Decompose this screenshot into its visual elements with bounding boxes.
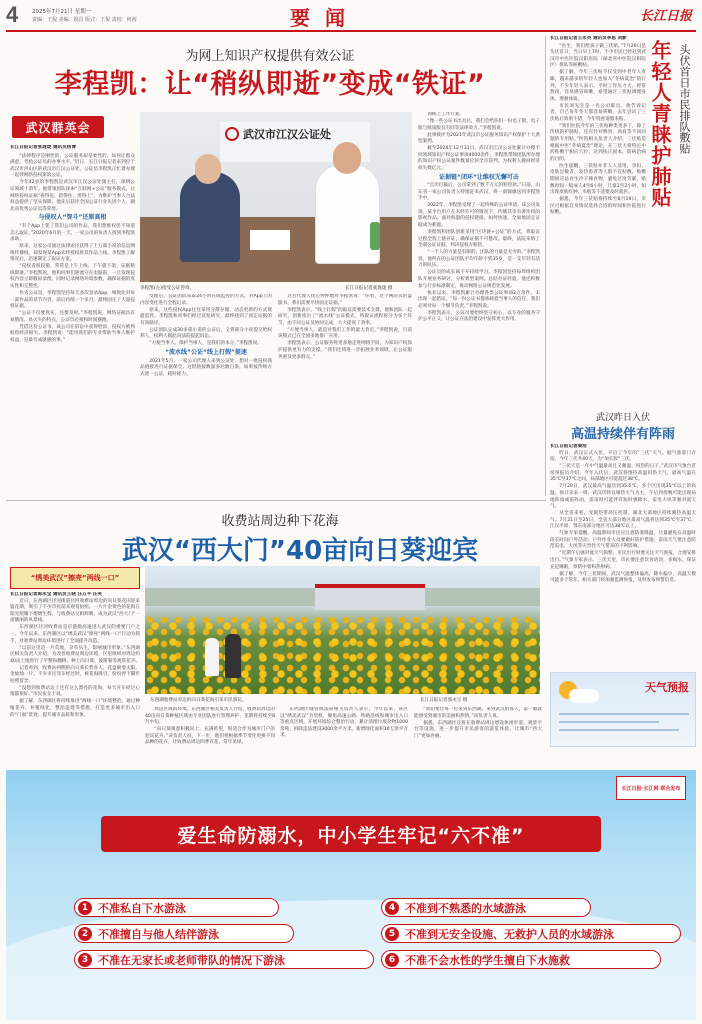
rule-text: 不准擅自与他人结伴游泳 xyxy=(98,927,219,941)
sunflower-left-1: 近日，东西湖区径河街道径河收费站周边的向日葵花田迎来盛花期，吸引了不少市民前来观赏拍照。一片片金黄色的花海在阳光照耀下熠熠生辉，与收费站交相辉映，成为武汉“西大门”一道靓丽的风景线。 xyxy=(10,598,140,624)
lead-body2-4: “方便当事人、保护当事人，是我们的本分。”李程凯说。 xyxy=(149,341,262,347)
heat-body-2: “三伏天是一年中气温最高且又潮湿、闷热的日子。”武汉市气象台首席预报员介绍，今年入伏后，武汉将维持高温闷热天气，最高气温在35℃至37℃之间，局部地区可能超过38℃。 xyxy=(550,464,696,483)
heat-body-3: 7月20日，武汉最高气温达到35.6℃，多个区出现35℃以上的高温。预计未来一周，武汉仍将以晴热天气为主，午后到傍晚可能出现局地阵雨或雷阵雨，雷雨时可能伴有短时强降水、雷电大风等强对流天气。 xyxy=(550,484,696,510)
lead-byline: 长江日报记者张珑珑 通讯员杨博 xyxy=(10,145,76,150)
column-badge xyxy=(12,116,104,138)
right-body-3: 市民刘先生是一名公司职员，他告诉记者，自己每年冬天都容易咳嗽，去年尝试了三伏贴后效果不错，今年特意请假来贴。 xyxy=(550,103,646,122)
right-body-4: “我们医院今年的三伏贴种类更多了，除了传统的护肺贴，还有针对脾胃、颈肩等不同问题的专用贴。”医院相关负责人介绍，三伏贴是根据中医“冬病夏治”理论，在三伏天将特定中药贴敷于相应穴位，达到扶正固本、防病治病的目的。 xyxy=(550,123,646,162)
lead-col-2 xyxy=(140,294,272,494)
lead-body1-5: “公证不仅要真实，还要及时。”李程凯说，网络证据具有易篡改、易灭失的特点，公证员必须和时间赛跑。 xyxy=(10,311,135,323)
lead-body4-3: “方便当事人，就是对我们工作的最大肯定。”李程凯说，目前该模式已在全国多地推广应用。 xyxy=(278,327,412,340)
lead-body5-4: 截至2024年12月31日，武汉市江汉公证处累计办理不同领域知识产权公证事项4000余件，李程凯带领团队所办理的知识产权公证案件数量位居全市前列，为权利人挽回经济损失数亿元。 xyxy=(418,146,540,171)
lead-subhead-3: 证据链“闭环”让维权无懈可击 xyxy=(439,173,519,181)
lead-body6-1: “官司打赢后，公司拿到了数千万元的赔偿款。”日前，山东省一家公司负责人特地赶来武汉，将一面锦旗送到李程凯手中。 xyxy=(418,183,540,202)
lead-body4-1: 这名代理人忧心忡忡地对李程凯说：“你看，这个网站卖的盗版书，我们需要尽快固定证据。” xyxy=(278,294,412,306)
heat-body-5: 气象专家提醒，高温期间市民应注意防暑降温，尽量避免在高温时段长时间户外活动；户外作业人员要做好防护措施；雷雨天气要注意防范雷电、大风等灾害性天气带来的不利影响。 xyxy=(550,531,696,550)
lead-body5-1: 询线上工作方案。 xyxy=(427,112,464,117)
banner-headline: 爱生命防溺水，中小学生牢记“六不准” xyxy=(177,824,525,847)
rule-number: 4 xyxy=(385,901,399,915)
lead-kicker: 为网上知识产权提供有效公证 xyxy=(185,49,355,64)
lead-body1-4: 作为公证员，李程凯坚持每天多次登录App，细致比对每一部作品的章节内容，前后持续一个多月，最终固定了大量侵权证据。 xyxy=(10,291,135,310)
safety-banner xyxy=(6,770,696,1020)
lead-body4-2: 李程凯表示，“线上打假”的取证需要技术支撑。他和团队一起研究，创新推出了“流水线”公证模式，将取证流程拆分为多个环节，由不同公证员协同完成，大大提高了效率。 xyxy=(278,307,412,326)
right-body-5: 医生提醒，三伏贴并非人人适用，孕妇、皮肤过敏者、发热患者等人群不宜贴敷。贴敷期间应忌食生冷辛辣食物，避免过度劳累。贴敷时间一般成人4至6小时，儿童1至2小时，如出现皮肤红肿、水疱等不适要及时就医。 xyxy=(550,163,646,196)
lead-col-4 xyxy=(418,112,540,495)
sunflower-left-4: 记者看到，收费站两侧的向日葵长势喜人，花盘朝着太阳，金灿灿一片。不少市民驾车经过时，被花海吸引，纷纷停下脚步拍照留念。 xyxy=(10,665,140,684)
lead-body2-3: 公证团队完成30多部小说的公证后，又将部分小说提交给权利人，权利人据此向法院提起诉讼。 xyxy=(140,327,272,340)
lead-body3-1: 2021年5月，一家公司代理人来到公证处，想对一批侵权商品链接进行证据保全。这批链接数量多达数百条，如果按传统方式逐一公证，耗时耗力。 xyxy=(140,358,272,377)
lead-body1-2: 原来，这家公司通过法律途径获得了上万部小说的信息网络传播权，却发现某App未经授权将其作品上线。李程凯了解情况后，迅速制定了取证方案。 xyxy=(10,244,135,263)
lead-body1-6: 凭借这份公证书，该公司在诉讼中获得胜诉，侵权方被判赔偿经济损失。李程凯说：“能用我们的专业帮助当事人维护权益，是最有成就感的事。” xyxy=(10,324,135,343)
lead-body4-4: 李程凯表示，公证服务将更多地走进网络空间，为知识产权保护提供更有力的支撑。“我们还将进一步拓展业务领域，让公证服务惠及更多群众。” xyxy=(278,341,412,360)
rule-number: 6 xyxy=(385,953,399,967)
sunflower-mid-2: “向日葵寓意积极向上、充满希望，很适合作为城市门户的迎宾花卉。”该负责人说，下一步，他们将根据季节变化更换不同品种的花卉，让收费站周边四季有花、常年见绿。 xyxy=(145,727,275,746)
right-body-6: 据悉，今年三伏贴将持续至8月19日，市民可根据自身情况选择合适的时间和医院进行贴敷。 xyxy=(550,197,646,216)
heat-byline: 长江日报记者秦浩 xyxy=(550,444,587,449)
rule-item-1 xyxy=(74,898,279,917)
right-col-text xyxy=(550,36,646,406)
mid-rule xyxy=(6,500,546,501)
heat-kicker: 武汉昨日入伏 xyxy=(595,413,650,423)
sunflower-left-2: 东西湖区径河收费站是京港澳高速进入武汉的重要门户之一。今年以来，东西湖区以“绣美武汉”擦亮“两线一口”行动为抓手，对收费站周边环境进行了全面提升改造。 xyxy=(10,625,140,644)
brand-logo: 长江日报 xyxy=(639,9,692,24)
rule-text: 不准不会水性的学生擅自下水施救 xyxy=(405,953,570,967)
heat-headline: 高温持续伴有阵雨 xyxy=(570,427,675,442)
lead-body6-7: 李程凯表示，公证员要始终坚守初心，以专业的服务守护公平正义，让公证在法治建设中发挥更大作用。 xyxy=(418,310,540,323)
weather-cloud-icon xyxy=(569,689,599,703)
lead-subhead-2: “流水线”公证“线上打假”提速 xyxy=(165,348,247,356)
lead-headline: 李程凯：让“稍纵即逝”变成“铁证” xyxy=(54,69,486,100)
lead-intro-2: 今年42岁的李程凯是武汉市江汉公证处副主任，深耕公证领域十余年。他带领团队探索“互联网+公证”服务模式，让网络侵权证据“看得见、留得住、用得上”，为维护当事人合法权益提供了坚实保障。他先后获评全国公证行业先进个人、湖北省优秀公证员等荣誉。 xyxy=(10,180,135,212)
lead-photo xyxy=(140,112,412,282)
sunflower-photo xyxy=(145,566,540,694)
page-header xyxy=(0,0,702,32)
rule-item-6 xyxy=(381,950,661,969)
heat-body-7: 据了解，今年三伏期间，武汉气温整体偏高，降水偏少，高温天数可能多于常年。相关部门将加强监测预报，及时发布预警信息。 xyxy=(550,571,696,584)
right-vertical-kicker: 头伏首日市民排队敷贴 xyxy=(678,44,691,154)
editor-line: 责编：王倪 美编：倪昌 版式：王倪 责校：何茜 xyxy=(32,17,137,23)
sunflower-headline: 武汉“西大门”40亩向日葵迎宾 xyxy=(121,536,479,566)
column-badge-label: 武汉群英会 xyxy=(25,120,91,135)
lead-subhead-1: 与侵权人“智斗”还原真相 xyxy=(38,214,107,222)
rule-text: 不准在无家长或老师带队的情况下游泳 xyxy=(98,953,285,967)
person-left xyxy=(180,172,240,262)
lead-body2-2: 原来，这些侵权App往往采用分散存储、动态更新的方式规避监管。李程凯和同事们经过反复研究，最终找到了固定证据的有效路径。 xyxy=(140,307,272,326)
header-rule xyxy=(6,30,696,32)
heat-text xyxy=(550,444,696,669)
rule-text: 不准到不熟悉的水域游泳 xyxy=(405,901,526,915)
sunflower-right-2: “我们要让每一位来到东西湖、来到武汉的客人，第一眼就能感受到城市的美丽和热情。”该负责人说。 xyxy=(414,707,542,719)
lead-body1-1: “有个App上架了我们公司的作品，我们想维权但不知道怎么取证。”2020年6月的一天，一家公司的负责人找到李程凯求助。 xyxy=(10,223,135,243)
sunflower-right-3: 据悉，东西湖区还将在收费站周边增设休闲步道、观景平台等设施，进一步提升市民游客的游览体验，让城市“西大门”更加亮丽。 xyxy=(414,720,542,739)
lead-col-3 xyxy=(278,294,412,494)
sunflower-col-left xyxy=(10,592,140,762)
lead-body5-3: 此事被评为2021年武汉市公证服务知识产权保护十大典型案例。 xyxy=(418,132,540,145)
sunflower-photo-caption: 东西湖收费站旁边的向日葵花海引来市民游玩。 xyxy=(150,698,247,703)
rule-number: 1 xyxy=(78,901,92,915)
sunflower-mid-1: 周边区域的环境。东西湖区相关负责人介绍，收费站周边的40亩向日葵种植区域由专业团队进行管理养护，花期将持续至8月中旬。 xyxy=(145,707,275,726)
heat-body-6: “近期午后强对流天气频繁，市民出行时要关注天气预报，合理安排出行。”气象专家表示。三伏天里，市民要注意饮食清淡，多喝水，保证充足睡眠，预防中暑和热射病。 xyxy=(550,551,696,570)
right-byline: 长江日报记者王永英 通讯员李思 刘影 xyxy=(550,36,627,41)
lead-body6-6: 执业以来，李程凯累计办理各类公证事项2万余件，未出现一起错证。“每一份公证书都承载着当事人的信任，我们必须对每一个细节负责。”李程凯说。 xyxy=(418,290,540,309)
weather-label: 天气预报 xyxy=(645,681,689,694)
toll-building xyxy=(315,584,425,610)
sunflower-right-1: 东西湖区城管执法局相关负责人表示，今年以来，该区以“绣美武汉”为契机，聚焦高速公路、铁路沿线和城市出入口等重点区域，开展环境综合整治行动，累计清理垃圾杂物1000余吨，拆除违法建设3000余平方米，新增绿化面积10万余平方米。 xyxy=(280,707,408,739)
sunflower-left-3: “以前这里是一片荒地，杂草丛生，影响城市形象。”东西湖区相关负责人介绍，为改善收费站周边环境，区里组织对周边约40亩土地进行了平整和翻耕，种上向日葵、波斯菊等观赏花卉。 xyxy=(10,645,140,664)
heat-body-1: 昨日，武汉正式入伏，开启了今年的“三伏”天气。据气象部门介绍，今年三伏共40天，为“加长版”三伏。 xyxy=(550,450,696,463)
adult-figure xyxy=(225,634,241,678)
sunflower-col-right xyxy=(280,707,542,763)
lead-body2-1: 受理后，公证团队采取24小时在线监控的方式，对App上的内容变化进行全程记录。 xyxy=(140,294,272,306)
lead-col-1 xyxy=(10,145,135,495)
sunflower-left-5: “没想到收费站边上还有这么漂亮的花海，每天开车经过心情都很好。”市民张女士说。 xyxy=(10,685,140,698)
weather-box xyxy=(550,672,696,747)
sunflower-left-6: 据了解，东西湖区将持续推进“两线一口”环境整治，通过种植花卉、补植绿化、整治违建等措施，打造更多城市出入口的“门面”景观，提升城市品质和形象。 xyxy=(10,699,140,718)
right-body-2: 据了解，今年三伏贴不仅受到中老年人青睐，越来越多的年轻人也加入“冬病夏治”的行列。不少年轻人表示，平时工作压力大、经常熬夜，容易感冒咳嗽，希望通过三伏贴调理身体、增强体质。 xyxy=(550,70,646,102)
rule-text: 不准私自下水游泳 xyxy=(98,901,186,915)
section-title: 要 闻 xyxy=(290,6,349,30)
page-number: 4 xyxy=(6,2,19,27)
rule-number: 5 xyxy=(385,927,399,941)
lead-body1-3: “侵权者很狡猾，常常是上午上线、下午就下架，证据稍纵即逝。”李程凯说，他和同事们轮流守在电脑前，一旦发现侵权内容立即截屏录像，同时记录网络环境参数，确保证据的真实性和完整性。 xyxy=(10,264,135,290)
rule-item-5 xyxy=(381,924,681,943)
child-figure xyxy=(205,638,219,676)
rule-number: 2 xyxy=(78,927,92,941)
sunflower-badge xyxy=(10,567,140,589)
date-line: 2025年7月21日 星期一 xyxy=(32,9,92,15)
office-sign: 武汉市江汉公证处 xyxy=(225,126,331,142)
right-vertical-headline: 年轻人青睐护肺贴 xyxy=(648,40,672,208)
sunflower-byline: 长江日报记者郭永宝 通讯员王晓 汪五平 汪笑 xyxy=(10,592,103,597)
sunflower-badge-label: “绣美武汉”擦亮“两线一口” xyxy=(30,574,120,582)
sunflower-photo-credit: 长江日报记者郭永宝 摄 xyxy=(420,698,468,703)
lead-body5-2: “像一些公证书出具后，我们会给你们一份电子版，电子版与纸质版具有同等法律效力。”李程凯说。 xyxy=(418,118,540,131)
sponsor-label: 长江日报·长江网 联合发布 xyxy=(621,785,681,792)
sunflower-col-mid xyxy=(145,707,275,763)
lead-photo-caption: 李程凯(左)接受公证咨询。 xyxy=(140,286,195,291)
rule-number: 3 xyxy=(78,953,92,967)
lead-body6-2: 2022年，李程凯受理了一起特殊的公证申请。该公司发现，某平台用户在未经许可的情况下，传播其享有著作权的影视作品。面对海量的侵权链接，如何快速、全面地固定证据成为难题。 xyxy=(418,203,540,229)
sponsor-box xyxy=(616,776,686,800)
lead-body6-3: 李程凯和团队创新采用“区块链+公证”的方式，将取证过程全程上链存证，确保证据不可篡改。最终，法院采纳了全部公证证据，判决侵权方赔偿。 xyxy=(418,230,540,249)
sunflower-kicker: 收费站周边种下花海 xyxy=(221,514,339,529)
lead-intro-1: “法律程序是刚性的，公证服务却是柔性的。如何让群众满意，考验公证员的办事水平。”近日，长江日报记者来到位于武汉市洪山区的武汉市江汉公证处，公证员李程凯正忙着办理一起涉网络侵权案的公证。 xyxy=(10,153,135,179)
rule-text: 不准到无安全设施、无救护人员的水域游泳 xyxy=(405,927,614,941)
lead-body6-4: “一个人的力量是有限的，团队的力量是无穷的。”李程凯说，他所在的公证团队平均年龄不到35岁，是一支年轻有活力的队伍。 xyxy=(418,250,540,269)
heat-body-4: 从全省来看，受副热带高压控制，湖北大部地区持续晴热高温天气。7月21日至25日，全省大部分地区最高气温将达到35℃至37℃，江汉平原、鄂东南部分地区可达38℃以上。 xyxy=(550,511,696,530)
column-divider xyxy=(545,36,546,496)
rule-item-2 xyxy=(74,924,294,943)
right-body-1: “医生，我们给孩子做三伏贴。”7月20日是头伏首日，当日早上7时，不少市民已经赶到武汉市中医医院汉阳医院（湖北省中医院汉阳院区）排队等候敷贴。 xyxy=(550,43,646,69)
banner-headline-box xyxy=(101,816,601,852)
lead-photo-credit: 长江日报记者张珑珑 摄 xyxy=(345,286,393,291)
rule-item-3 xyxy=(74,950,374,969)
rule-item-4 xyxy=(381,898,591,917)
lead-body6-5: 公证员的成长离不开持续学习。李程凯坚持每周组织团队开展业务研讨，分析典型案例，总结办证经验。他还积极参与行业标准制定，推动网络公证规范化发展。 xyxy=(418,270,540,289)
